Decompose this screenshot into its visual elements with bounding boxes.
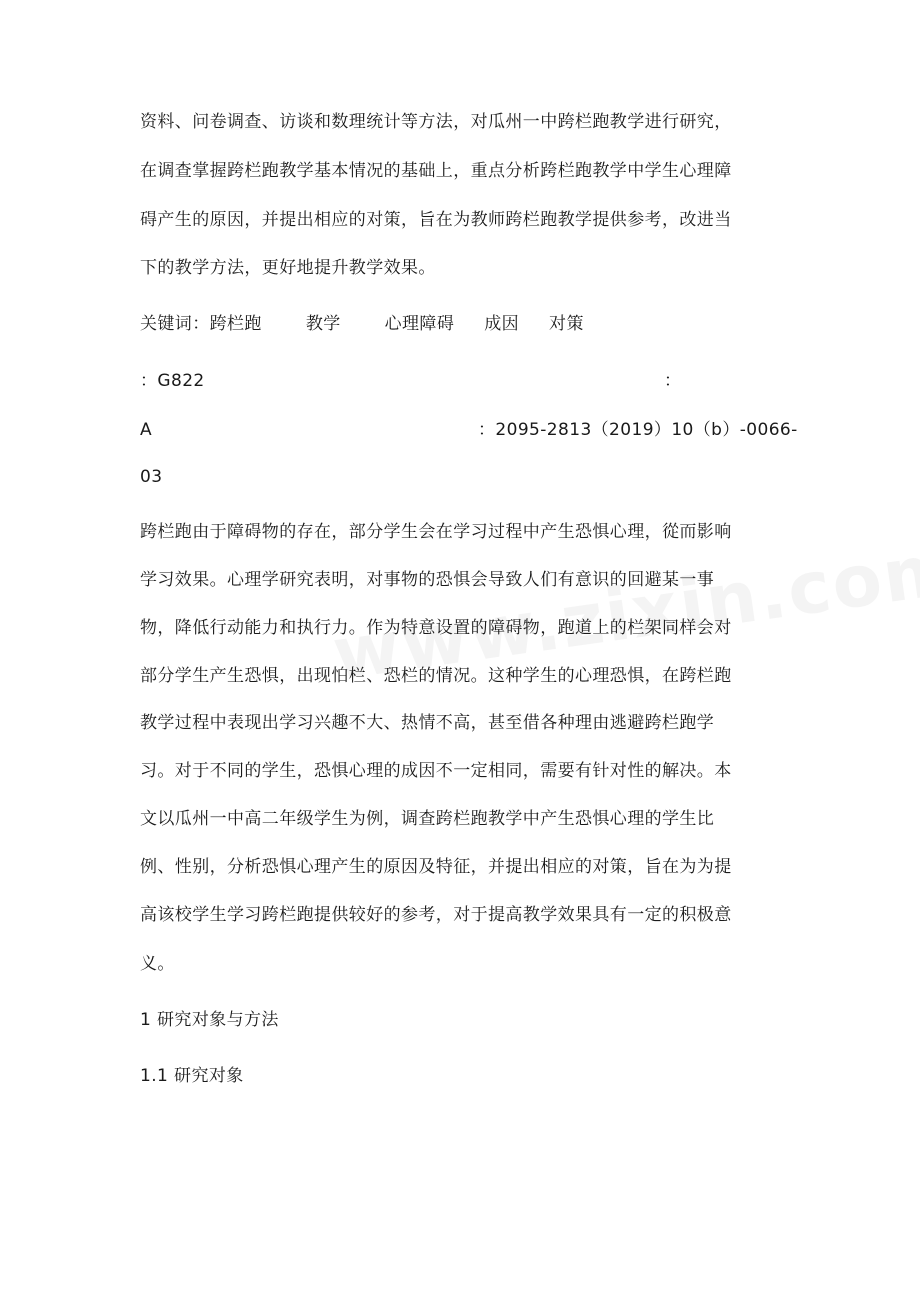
classification-number: ：G822 (140, 371, 205, 391)
abstract-line: 碍产生的原因，并提出相应的对策，旨在为教师跨栏跑教学提供参考，改进当 (140, 210, 732, 230)
body-line: 义。 (140, 954, 175, 974)
keyword: 对策 (549, 314, 584, 334)
keywords-row (140, 312, 584, 336)
body-line: 习。对于不同的学生，恐惧心理的成因不一定相同，需要有针对性的解决。本 (140, 761, 732, 781)
keyword: 教学 (305, 314, 341, 334)
article-id: ：2095-2813（2019）10（b）-0066- (478, 420, 798, 440)
abstract-line: 资料、问卷调查、访谈和数理统计等方法，对瓜州一中跨栏跑教学进行研究， (140, 112, 732, 132)
document-code: A (140, 420, 153, 440)
abstract-line: 下的教学方法，更好地提升教学效果。 (140, 258, 436, 278)
keywords-label: 关键词： (140, 314, 210, 334)
body-line: 例、性别，分析恐惧心理产生的原因及特征，并提出相应的对策，旨在为为提 (140, 857, 732, 877)
body-line: 学习效果。心理学研究表明，对事物的恐惧会导致人们有意识的回避某一事 (140, 570, 715, 590)
colon-label: ： (664, 371, 682, 391)
keyword: 心理障碍 (384, 314, 455, 334)
article-id-tail: 03 (140, 467, 163, 487)
body-line: 教学过程中表现出学习兴趣不大、热情不高，甚至借各种理由逃避跨栏跑学 (140, 713, 715, 733)
keyword: 成因 (484, 314, 520, 334)
body-line: 高该校学生学习跨栏跑提供较好的参考，对于提高教学效果具有一定的积极意 (140, 905, 732, 925)
body-line: 部分学生产生恐惧，出现怕栏、恐栏的情况。这种学生的心理恐惧，在跨栏跑 (140, 666, 732, 686)
abstract-line: 在调查掌握跨栏跑教学基本情况的基础上，重点分析跨栏跑教学中学生心理障 (140, 161, 732, 181)
body-line: 文以瓜州一中高二年级学生为例，调查跨栏跑教学中产生恐惧心理的学生比 (140, 809, 715, 829)
body-line: 跨栏跑由于障碍物的存在，部分学生会在学习过程中产生恐惧心理，從而影响 (140, 522, 732, 542)
section-heading: 1 研究对象与方法 (140, 1010, 279, 1030)
subsection-heading: 1.1 研究对象 (140, 1066, 244, 1086)
body-line: 物，降低行动能力和执行力。作为特意设置的障碍物，跑道上的栏架同样会对 (140, 618, 732, 638)
keyword: 跨栏跑 (209, 314, 262, 334)
